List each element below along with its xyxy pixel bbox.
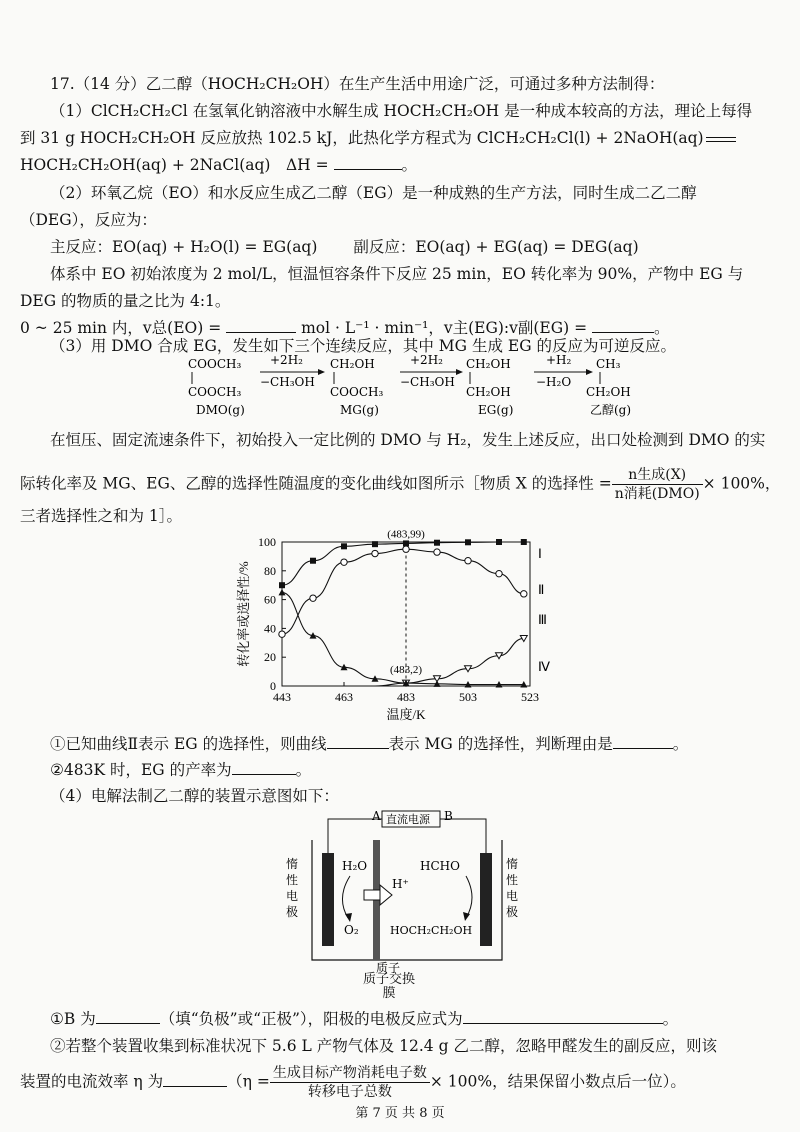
arrow1-head <box>318 369 325 375</box>
series-line-3 <box>282 638 524 686</box>
selectivity-numerator: n生成(X) <box>612 466 703 485</box>
selectivity-denominator: n消耗(DMO) <box>614 486 700 502</box>
part2-line5: DEG 的物质的量之比为 4:1。 <box>20 292 231 310</box>
part2-line6-b: mol · L⁻¹ · min⁻¹，v主(EG):v副(EG) = <box>301 319 588 337</box>
part2-line6-end: 。 <box>654 319 670 337</box>
arrow1-top: +2H₂ <box>270 353 303 367</box>
annotation-483-99: (483,99) <box>387 528 425 541</box>
left-electrode-label-3: 电 <box>286 889 299 903</box>
point-triangle <box>279 589 286 596</box>
arrow1-bottom: −CH₃OH <box>260 375 315 389</box>
part2-line1: （2）环氧乙烷（EO）和水反应生成乙二醇（EG）是一种成熟的生产方法，同时生成二乙二醇 <box>50 184 697 202</box>
membrane-label <box>359 973 419 1004</box>
answer-blank-ratio[interactable] <box>592 318 654 333</box>
y-tick-label: 40 <box>264 621 276 636</box>
q3-2-a: ②483K 时，EG 的产率为 <box>50 761 232 779</box>
electrolysis-cell <box>280 808 540 978</box>
q4-1-b: （填“负极”或“正极”），阳极的电极反应式为 <box>159 1010 463 1028</box>
terminal-b-label: B <box>444 809 453 823</box>
h2o-label: H₂O <box>342 859 368 873</box>
y-tick-label: 100 <box>258 535 276 549</box>
q3-2-end: 。 <box>295 761 312 779</box>
q3-1 <box>50 734 688 754</box>
eg-top: CH₂OH <box>466 357 511 371</box>
o2-label: O₂ <box>344 923 359 937</box>
right-electrode <box>480 853 492 946</box>
dmo-label: DMO(g) <box>196 403 245 417</box>
series-label-1: Ⅰ <box>538 546 542 561</box>
q4-2-a: 装置的电流效率 η 为 <box>20 1072 164 1091</box>
power-supply-label: 直流电源 <box>386 813 430 826</box>
hcho-arrow <box>466 876 472 918</box>
right-electrode-label-3: 电 <box>506 889 519 903</box>
ethanol-label: 乙醇(g) <box>590 403 632 417</box>
series-line-2 <box>282 549 524 634</box>
answer-blank-reason[interactable] <box>613 734 673 749</box>
membrane-label-1: 质子 <box>376 961 401 975</box>
x-tick-label: 503 <box>459 690 477 704</box>
part1-line2 <box>20 128 738 148</box>
part2-line3: 主反应：EO(aq) + H₂O(l) = EG(aq) 副反应：EO(aq) + EG(aq) = DEG(aq) <box>50 238 639 256</box>
mg-label: MG(g) <box>340 403 379 417</box>
equation-sign <box>706 137 736 142</box>
part1-line3 <box>20 155 417 175</box>
selectivity-fraction <box>612 466 703 503</box>
point-square <box>310 558 316 564</box>
left-electrode-label-1: 惰 <box>286 857 299 871</box>
ethanol-bottom: CH₂OH <box>586 385 631 399</box>
part3-line3-b: × 100%， <box>702 474 781 493</box>
annotation-483-2: (483,2) <box>389 664 423 677</box>
series-label-2: Ⅱ <box>538 582 545 597</box>
hcho-label: HCHO <box>420 859 460 873</box>
answer-blank-efficiency[interactable] <box>163 1072 227 1087</box>
q3-2 <box>50 760 311 780</box>
efficiency-fraction <box>270 1064 430 1101</box>
q4-1-a: ①B 为 <box>50 1010 96 1028</box>
point-square <box>465 539 471 545</box>
point-square <box>496 539 502 545</box>
left-electrode-label-2: 性 <box>286 873 299 887</box>
x-tick-label: 443 <box>273 690 291 704</box>
efficiency-numerator: 生成目标产物消耗电子数 <box>270 1064 430 1083</box>
part3-line1: （3）用 DMO 合成 EG，发生如下三个连续反应，其中 MG 生成 EG 的反应为可逆反应。 <box>50 337 677 355</box>
answer-blank-yield[interactable] <box>232 760 296 775</box>
part2-line6-a: 0 ~ 25 min 内，v总(EO) = <box>20 319 222 337</box>
q4-2-line2 <box>20 1064 686 1101</box>
part3-line3-a: 际转化率及 MG、EG、乙醇的选择性随温度的变化曲线如图所示［物质 X 的选择性 = <box>20 474 612 493</box>
hplus-arrow-head <box>380 885 392 905</box>
y-tick-label: 80 <box>264 563 276 578</box>
left-electrode <box>322 853 334 946</box>
x-tick-label: 463 <box>335 690 353 704</box>
point-square <box>434 540 440 546</box>
arrow2-top: +2H₂ <box>410 353 443 367</box>
part3-line4: 三者选择性之和为 1］。 <box>20 507 183 525</box>
q3-1-a: ①已知曲线Ⅱ表示 EG 的选择性，则曲线 <box>50 735 327 753</box>
arrow3-bottom: −H₂O <box>536 375 572 389</box>
part2-line2: （DEG），反应为： <box>20 211 157 229</box>
mg-top: CH₂OH <box>330 357 375 371</box>
x-axis-label: 温度/K <box>386 707 426 722</box>
part2-line6 <box>20 318 670 338</box>
wire-right <box>440 819 486 853</box>
left-electrode-label-4: 极 <box>286 905 299 919</box>
part1-line2-text: 到 31 g HOCH₂CH₂OH 反应放热 102.5 kJ，此热化学方程式为 ClCH₂CH₂Cl(l) + 2NaOH(aq) <box>20 129 704 147</box>
part1-line3-end: 。 <box>401 156 418 174</box>
q4-2-c: × 100%，结果保留小数点后一位）。 <box>429 1072 686 1091</box>
mg-bottom: COOCH₃ <box>330 385 384 399</box>
page-footer: 第 7 页 共 8 页 <box>355 1106 445 1121</box>
eg-bottom: CH₂OH <box>466 385 511 399</box>
point-circle <box>403 546 409 552</box>
answer-blank-curve[interactable] <box>327 734 389 749</box>
hplus-arrow-body <box>364 890 380 900</box>
point-circle <box>496 570 502 576</box>
point-circle <box>310 595 316 601</box>
right-electrode-label-4: 极 <box>506 905 519 919</box>
ethanol-top: CH₃ <box>596 357 621 371</box>
point-circle <box>521 591 527 597</box>
answer-blank-b-pole[interactable] <box>96 1009 160 1024</box>
h2o-arrow <box>342 876 350 918</box>
arrow3-head <box>586 369 593 375</box>
answer-blank-rate[interactable] <box>226 318 296 333</box>
part4-line1: （4）电解法制乙二醇的装置示意图如下： <box>50 787 339 805</box>
y-tick-label: 0 <box>270 679 276 693</box>
point-square <box>279 582 285 588</box>
part3-line3 <box>20 466 780 503</box>
arrow2-bottom: −CH₃OH <box>400 375 455 389</box>
point-square <box>341 543 347 549</box>
selectivity-chart <box>232 528 562 728</box>
point-circle <box>279 631 285 637</box>
arrow2-head <box>456 369 463 375</box>
arrow3-top: +H₂ <box>546 353 572 367</box>
answer-blank-dh[interactable] <box>334 155 402 170</box>
reaction-scheme <box>180 352 632 422</box>
part3-line2: 在恒压、固定流速条件下，初始投入一定比例的 DMO 与 H₂，发生上述反应，出口处检测到 DMO 的实 <box>50 431 766 449</box>
part2-line4: 体系中 EO 初始浓度为 2 mol/L，恒温恒容条件下反应 25 min，EO 转化率为 90%，产物中 EG 与 <box>50 265 744 283</box>
dmo-bottom: COOCH₃ <box>188 385 242 399</box>
part1-line1: （1）ClCH₂CH₂Cl 在氢氧化钠溶液中水解生成 HOCH₂CH₂OH 是一种成本较高的方法，理论上每得 <box>50 102 753 120</box>
point-square <box>521 539 527 545</box>
x-tick-label: 483 <box>397 690 415 704</box>
dmo-top: COOCH₃ <box>188 357 242 371</box>
question-header: 17.（14 分）乙二醇（HOCH₂CH₂OH）在生产生活中用途广泛，可通过多种方法制得： <box>50 75 665 93</box>
series-label-4: Ⅳ <box>538 659 550 674</box>
q4-2-line1: ②若整个装置收集到标准状况下 5.6 L 产物气体及 12.4 g 乙二醇，忽略甲醛发生的副反应，则该 <box>50 1037 717 1055</box>
point-circle <box>434 549 440 555</box>
series-label-3: Ⅲ <box>538 612 547 627</box>
q4-1 <box>50 1009 678 1029</box>
point-square <box>372 541 378 547</box>
terminal-a-label: A <box>372 809 381 823</box>
x-tick-label: 523 <box>521 690 539 704</box>
y-tick-label: 20 <box>264 650 276 665</box>
eg-label: EG(g) <box>478 403 514 417</box>
right-electrode-label-2: 性 <box>506 873 519 887</box>
part1-line3-text: HOCH₂CH₂OH(aq) + 2NaCl(aq) ΔH = <box>20 156 329 174</box>
y-axis-label: 转化率或选择性/% <box>236 561 251 667</box>
y-tick-label: 60 <box>264 592 276 607</box>
membrane-text: 质子交换膜 <box>362 972 415 1001</box>
answer-blank-anode[interactable] <box>463 1009 663 1024</box>
q4-2-b: （η = <box>227 1072 270 1091</box>
point-circle <box>372 550 378 556</box>
q3-1-b: 表示 MG 的选择性，判断理由是 <box>388 735 613 753</box>
product-label: HOCH₂CH₂OH <box>390 924 473 937</box>
q3-1-end: 。 <box>672 735 689 753</box>
efficiency-denominator: 转移电子总数 <box>307 1084 392 1100</box>
point-circle <box>341 559 347 565</box>
point-circle <box>465 558 471 564</box>
q4-1-end: 。 <box>662 1010 679 1028</box>
hplus-label: H⁺ <box>392 877 409 891</box>
cell-container <box>312 840 502 960</box>
right-electrode-label-1: 惰 <box>506 857 519 871</box>
